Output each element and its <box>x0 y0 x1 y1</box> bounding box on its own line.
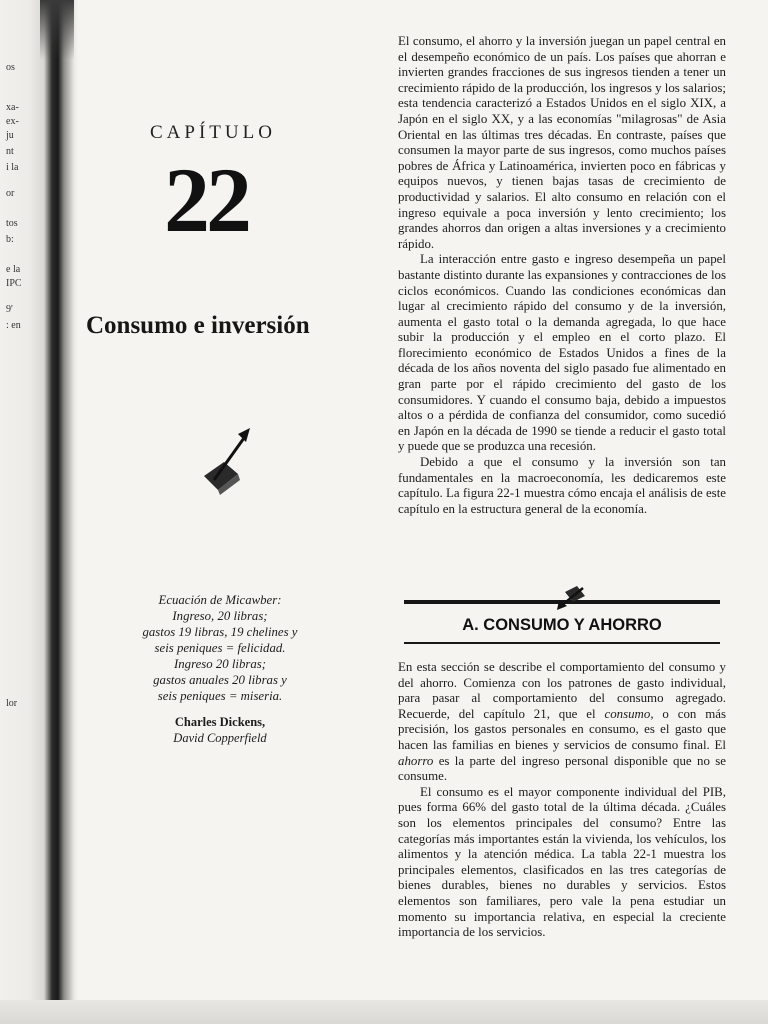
margin-fragment: os <box>6 62 15 73</box>
epigraph-line: Ecuación de Micawber: <box>158 593 282 607</box>
chapter-number: 22 <box>164 149 248 251</box>
margin-fragment: IPC <box>6 278 22 289</box>
section-text <box>398 660 726 941</box>
margin-fragment: ex- <box>6 116 19 127</box>
paragraph: En esta sección se describe el comportamiento del consumo y del ahorro. Comienza con los patrones de gasto individual, para pasar al comportamiento del consumo agregado. Recuerde, del capítulo 21, que el consumo, o con más precisión, los gastos personales en consumo, es el gasto que hacen las familias en bienes y servicios de consumo final. El ahorro es la parte del ingreso personal disponible que no se consume. <box>398 660 726 784</box>
page-bottom-edge <box>0 1000 768 1024</box>
margin-fragment: : en <box>6 320 21 331</box>
margin-fragment: e la <box>6 264 21 275</box>
chapter-label: CAPÍTULO <box>150 122 276 143</box>
paragraph: La interacción entre gasto e ingreso desempeña un papel bastante distinto durante las expansiones y contracciones de los ciclos económicos. Cuando las condiciones económicas dan lugar al crecimiento rápido del consumo y de la inversión, aumenta el gasto total o la demanda agregada, lo que hace subir la producción y el empleo en el corto plazo. El florecimiento económico de Estados Unidos a fines de la década de los años noventa del siglo pasado fue alimentado en gran parte por el rápido crecimiento del gasto de los consumidores. Y cuando el consumo baja, debido a impuestos altos o a pérdida de confianza del consumidor, como sucedió en Japón en la década de 1990 se tiende a reducir el gasto total y puede que se produzca una recesión. <box>398 252 726 454</box>
section-title: A. CONSUMO Y AHORRO <box>462 616 662 634</box>
epigraph-line: seis peniques = miseria. <box>157 689 283 703</box>
epigraph-line: Ingreso 20 libras; <box>174 657 266 671</box>
margin-fragment: or <box>6 188 15 199</box>
term-consumo: consumo <box>604 706 651 721</box>
epigraph-work: David Copperfield <box>173 731 267 745</box>
epigraph-author: Charles Dickens, <box>174 715 266 729</box>
paragraph: El consumo es el mayor componente individual del PIB, pues forma 66% del gasto total de la última década. ¿Cuáles son los elementos principales del consumo? Entre las categorías más importantes están la vivienda, los vehículos, los alimentos y la atención médica. La tabla 22-1 muestra los principales elementos, clasificados en las tres categorías de bienes durables, bienes no durables y servicios. Estos elementos son familiares, pero vale la pena estudiar un momento su importancia relativa, en especial la creciente importancia de los servicios. <box>398 784 726 940</box>
margin-fragment: lor <box>6 698 18 709</box>
epigraph-line: gastos anuales 20 libras y <box>153 673 287 687</box>
epigraph-line: Ingreso, 20 libras; <box>172 609 268 623</box>
section-rule-bottom <box>404 642 720 644</box>
margin-fragment: 9' <box>6 304 13 315</box>
intro-text <box>398 34 726 517</box>
epigraph-line: gastos 19 libras, 19 chelines y <box>142 625 298 639</box>
margin-fragment: xa- <box>6 102 19 113</box>
binding-shadow-top <box>40 0 74 60</box>
margin-fragment: b: <box>6 234 14 245</box>
arrow-up-right-icon <box>198 424 256 496</box>
margin-fragment: i la <box>6 162 19 173</box>
chapter-title: Consumo e inversión <box>86 312 310 339</box>
term-ahorro: ahorro <box>398 753 434 768</box>
margin-fragment: ju <box>6 130 14 141</box>
paragraph: Debido a que el consumo y la inversión son tan fundamentales en la macroeconomía, les dedicaremos este capítulo. La figura 22-1 muestra cómo encaja el análisis de este capítulo en la estructura general de la economía. <box>398 455 726 516</box>
margin-fragment: nt <box>6 146 14 157</box>
paragraph: El consumo, el ahorro y la inversión juegan un papel central en el desempeño económico de un país. Los países que ahorran e invierten grandes fracciones de sus ingresos tienden a tener un crecimiento rápido de la producción, los ingresos y los salarios; esta tendencia caracterizó a Estados Unidos en el siglo XIX, a Japón en el siglo XX, y a las economías "milagrosas" de Asia Oriental en las últimas tres décadas. En contraste, países que consumen la mayor parte de sus ingresos, como muchos países pobres de África y Latinoamérica, invierten poco en fábricas y equipos nuevos, y tienen bajas tasas de crecimiento de productividad y salarios. El alto consumo en relación con el ingreso equivale a poca inversión y lento crecimiento; los grandes ahorros dan origen a altas inversiones y a crecimiento rápido. <box>398 34 726 251</box>
margin-fragment: tos <box>6 218 18 229</box>
epigraph <box>120 592 320 746</box>
arrow-down-left-icon <box>555 584 589 612</box>
epigraph-line: seis peniques = felicidad. <box>154 641 286 655</box>
